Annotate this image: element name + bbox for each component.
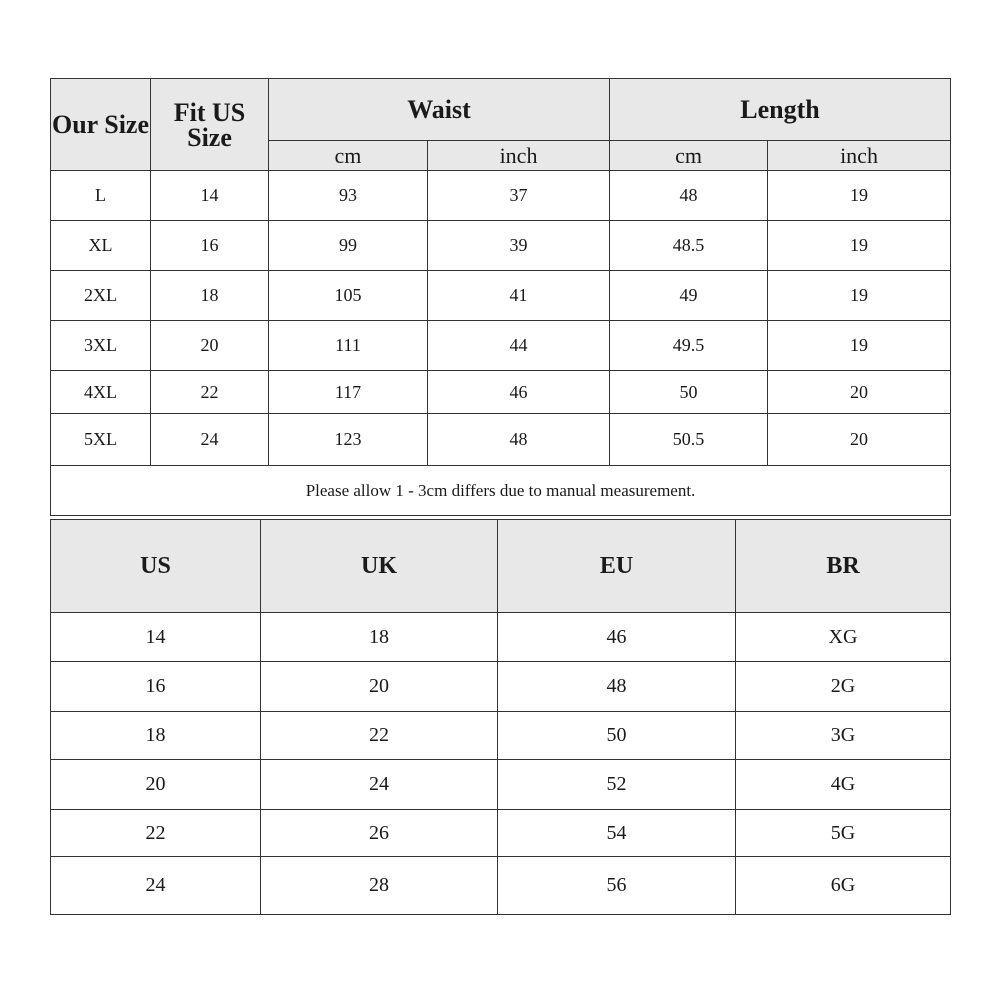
- conversion-row: [51, 760, 951, 810]
- cell-fit-us-size: 16: [151, 221, 269, 271]
- cell-length-cm: 48: [610, 171, 768, 221]
- header-waist: Waist: [269, 79, 610, 141]
- header-length-inch: inch: [768, 141, 951, 171]
- size-row: [51, 414, 951, 466]
- cell-waist-inch: 48: [428, 414, 610, 466]
- measurement-note: Please allow 1 - 3cm differs due to manual measurement.: [51, 466, 951, 516]
- header-length-cm: cm: [610, 141, 768, 171]
- cell-br: 2G: [736, 662, 951, 712]
- cell-br: XG: [736, 613, 951, 662]
- cell-waist-inch: 44: [428, 321, 610, 371]
- cell-eu: 56: [498, 857, 736, 915]
- cell-uk: 22: [261, 712, 498, 760]
- conversion-row: [51, 857, 951, 915]
- cell-length-inch: 19: [768, 171, 951, 221]
- cell-br: 4G: [736, 760, 951, 810]
- header-br: BR: [736, 520, 951, 613]
- cell-length-cm: 50: [610, 371, 768, 414]
- header-length: Length: [610, 79, 951, 141]
- cell-br: 6G: [736, 857, 951, 915]
- cell-our-size: XL: [51, 221, 151, 271]
- size-conversion-table: [50, 519, 951, 915]
- cell-eu: 54: [498, 810, 736, 857]
- header-our-size: Our Size: [51, 79, 151, 171]
- cell-eu: 48: [498, 662, 736, 712]
- header-waist-cm: cm: [269, 141, 428, 171]
- cell-us: 22: [51, 810, 261, 857]
- cell-uk: 26: [261, 810, 498, 857]
- cell-our-size: 2XL: [51, 271, 151, 321]
- conversion-row: [51, 810, 951, 857]
- cell-eu: 52: [498, 760, 736, 810]
- cell-waist-cm: 93: [269, 171, 428, 221]
- conversion-row: [51, 662, 951, 712]
- cell-uk: 18: [261, 613, 498, 662]
- cell-our-size: 4XL: [51, 371, 151, 414]
- cell-us: 20: [51, 760, 261, 810]
- cell-length-cm: 49.5: [610, 321, 768, 371]
- cell-br: 5G: [736, 810, 951, 857]
- cell-waist-cm: 123: [269, 414, 428, 466]
- cell-us: 16: [51, 662, 261, 712]
- cell-our-size: L: [51, 171, 151, 221]
- size-row: [51, 171, 951, 221]
- cell-length-inch: 20: [768, 414, 951, 466]
- cell-us: 24: [51, 857, 261, 915]
- cell-waist-cm: 111: [269, 321, 428, 371]
- cell-uk: 20: [261, 662, 498, 712]
- size-row: [51, 271, 951, 321]
- cell-waist-cm: 99: [269, 221, 428, 271]
- size-row: [51, 321, 951, 371]
- cell-uk: 28: [261, 857, 498, 915]
- cell-waist-inch: 37: [428, 171, 610, 221]
- cell-br: 3G: [736, 712, 951, 760]
- cell-waist-inch: 41: [428, 271, 610, 321]
- cell-length-inch: 20: [768, 371, 951, 414]
- cell-length-cm: 49: [610, 271, 768, 321]
- header-eu: EU: [498, 520, 736, 613]
- cell-waist-inch: 39: [428, 221, 610, 271]
- cell-uk: 24: [261, 760, 498, 810]
- size-row: [51, 371, 951, 414]
- size-row: [51, 221, 951, 271]
- cell-us: 18: [51, 712, 261, 760]
- size-chart-table: [50, 78, 951, 516]
- cell-length-inch: 19: [768, 271, 951, 321]
- cell-eu: 46: [498, 613, 736, 662]
- cell-length-cm: 48.5: [610, 221, 768, 271]
- cell-fit-us-size: 24: [151, 414, 269, 466]
- cell-fit-us-size: 18: [151, 271, 269, 321]
- conversion-header-row: [51, 520, 951, 613]
- header-fit-us-size: Fit US Size: [151, 79, 269, 171]
- header-waist-inch: inch: [428, 141, 610, 171]
- cell-length-inch: 19: [768, 321, 951, 371]
- cell-our-size: 3XL: [51, 321, 151, 371]
- cell-waist-inch: 46: [428, 371, 610, 414]
- cell-fit-us-size: 14: [151, 171, 269, 221]
- cell-waist-cm: 105: [269, 271, 428, 321]
- cell-length-cm: 50.5: [610, 414, 768, 466]
- cell-eu: 50: [498, 712, 736, 760]
- conversion-row: [51, 712, 951, 760]
- cell-us: 14: [51, 613, 261, 662]
- cell-our-size: 5XL: [51, 414, 151, 466]
- cell-fit-us-size: 20: [151, 321, 269, 371]
- cell-fit-us-size: 22: [151, 371, 269, 414]
- cell-waist-cm: 117: [269, 371, 428, 414]
- header-uk: UK: [261, 520, 498, 613]
- header-us: US: [51, 520, 261, 613]
- conversion-row: [51, 613, 951, 662]
- cell-length-inch: 19: [768, 221, 951, 271]
